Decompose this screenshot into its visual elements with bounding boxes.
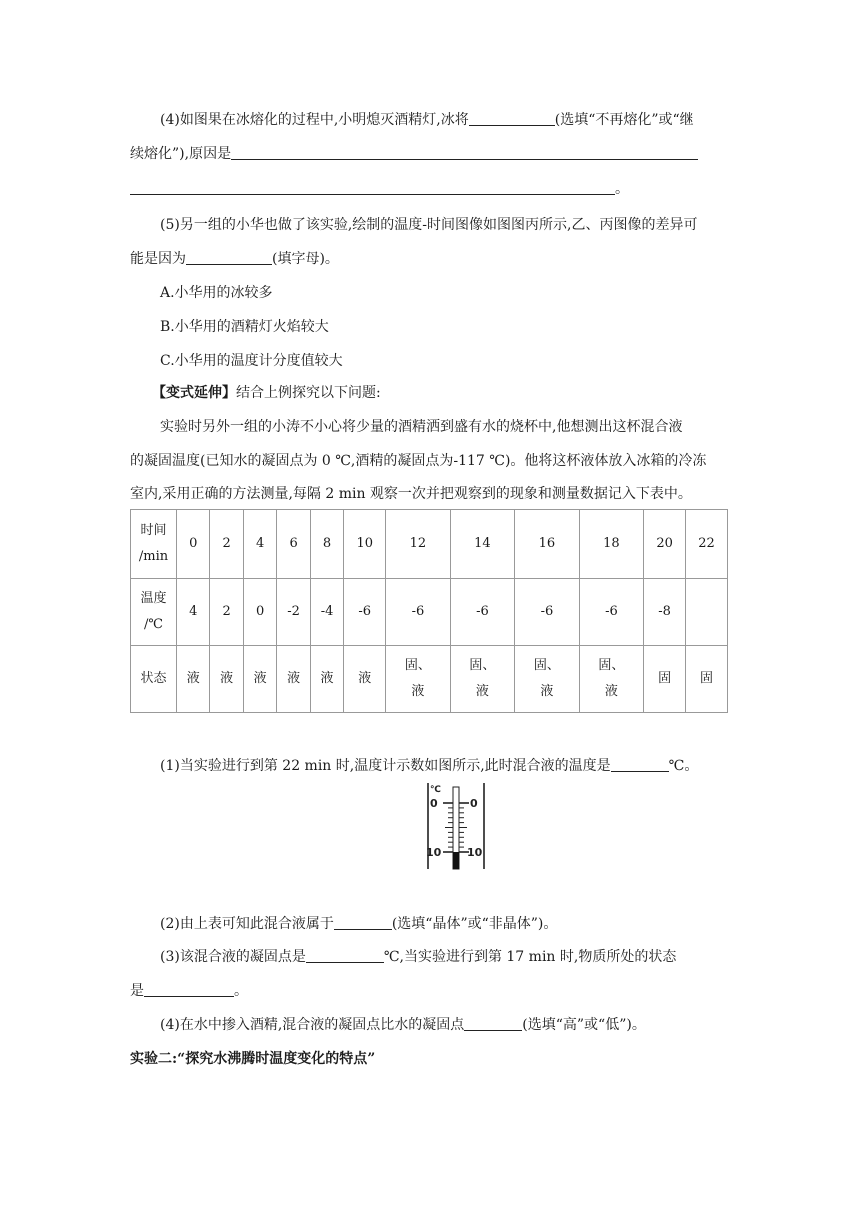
temp-cell-empty[interactable] <box>686 579 728 646</box>
table-row-state <box>131 646 728 713</box>
temp-cell: -2 <box>277 579 310 646</box>
table-row-temp <box>131 579 728 646</box>
sub4-blank[interactable] <box>464 1014 522 1031</box>
q4-blank-1[interactable] <box>469 109 555 126</box>
temp-cell: -6 <box>450 579 515 646</box>
q4-line-1 <box>130 103 730 137</box>
sub2-line <box>130 907 730 941</box>
thermometer-figure <box>424 779 514 871</box>
temp-cell: -6 <box>386 579 451 646</box>
thermometer-label-0-left: 0 <box>430 797 438 810</box>
data-table <box>130 509 728 713</box>
time-header: 时间 /min <box>131 510 177 579</box>
time-cell: 12 <box>386 510 451 579</box>
temp-cell: 0 <box>243 579 276 646</box>
state-cell: 固、 液 <box>515 646 580 713</box>
sub1-text-b: ℃。 <box>668 758 699 774</box>
q5-line-2 <box>130 242 730 276</box>
sub3-text-b: ℃,当实验进行到第 17 min 时,物质所处的状态 <box>383 949 677 965</box>
temp-cell: -6 <box>515 579 580 646</box>
q4-text-c: 续熔化”),原因是 <box>130 146 232 162</box>
table-row-time <box>131 510 728 579</box>
state-cell: 液 <box>243 646 276 713</box>
temp-cell: -4 <box>310 579 343 646</box>
temp-cell: 2 <box>210 579 243 646</box>
extension-heading <box>130 376 752 410</box>
time-cell: 8 <box>310 510 343 579</box>
sub2-text-a: (2)由上表可知此混合液属于 <box>160 916 334 932</box>
sub2-blank[interactable] <box>334 913 392 930</box>
extension-para-1: 实验时另外一组的小涛不小心将少量的酒精洒到盛有水的烧杯中,他想测出这杯混合液 <box>160 419 683 435</box>
state-cell: 液 <box>210 646 243 713</box>
temp-cell: -6 <box>344 579 386 646</box>
temp-cell: 4 <box>177 579 210 646</box>
extension-tag: 【变式延伸】 <box>152 385 236 401</box>
temp-cell: -8 <box>644 579 686 646</box>
sub1-line <box>130 749 730 783</box>
temp-cell: -6 <box>579 579 644 646</box>
q5-blank[interactable] <box>186 248 272 265</box>
thermometer-unit: ℃ <box>430 785 441 795</box>
time-cell: 4 <box>243 510 276 579</box>
sub4-line <box>130 1008 730 1042</box>
time-cell: 22 <box>686 510 728 579</box>
experiment-2-title: 实验二:“探究水沸腾时温度变化的特点” <box>130 1051 376 1067</box>
state-cell: 液 <box>344 646 386 713</box>
state-cell: 液 <box>177 646 210 713</box>
sub1-text-a: (1)当实验进行到第 22 min 时,温度计示数如图所示,此时混合液的温度是 <box>160 758 611 774</box>
time-cell: 16 <box>515 510 580 579</box>
q4-period: 。 <box>615 181 629 197</box>
state-header: 状态 <box>131 646 177 713</box>
q4-line-2 <box>130 137 730 171</box>
time-cell: 18 <box>579 510 644 579</box>
state-cell: 固、 液 <box>579 646 644 713</box>
q4-text-b: (选填“不再熔化”或“继 <box>554 112 694 128</box>
thermometer-liquid <box>453 852 459 869</box>
sub3-line-1 <box>130 940 730 974</box>
thermometer-label-10-right: 10 <box>467 846 483 859</box>
time-cell: 6 <box>277 510 310 579</box>
q5-option-c: C.小华用的温度计分度值较大 <box>160 353 343 369</box>
extension-para-3: 室内,采用正确的方法测量,每隔 2 min 观察一次并把观察到的现象和测量数据记入下表中。 <box>130 486 692 502</box>
time-cell: 2 <box>210 510 243 579</box>
time-cell: 20 <box>644 510 686 579</box>
state-cell: 液 <box>277 646 310 713</box>
thermometer-label-10-left: 10 <box>426 846 442 859</box>
q5-line-1: (5)另一组的小华也做了该实验,绘制的温度-时间图像如图图丙所示,乙、丙图像的差异可 <box>160 217 698 233</box>
thermometer-label-0-right: 0 <box>470 797 478 810</box>
sub4-text-b: (选填“高”或“低”)。 <box>522 1017 646 1033</box>
sub3-blank-1[interactable] <box>306 946 384 963</box>
q5-option-b: B.小华用的酒精灯火焰较大 <box>160 319 329 335</box>
state-cell: 固、 液 <box>386 646 451 713</box>
sub3-text-a: (3)该混合液的凝固点是 <box>160 949 306 965</box>
extension-para-2: 的凝固温度(已知水的凝固点为 0 ℃,酒精的凝固点为-117 ℃)。他将这杯液体放入冰箱的冷冻 <box>130 453 707 469</box>
q5-text-a: 能是因为 <box>130 251 186 267</box>
q5-text-b: (填字母)。 <box>272 251 339 267</box>
q4-blank-2[interactable] <box>231 143 698 160</box>
q4-line-3 <box>130 172 730 206</box>
sub4-text-a: (4)在水中掺入酒精,混合液的凝固点比水的凝固点 <box>160 1017 465 1033</box>
sub2-text-b: (选填“晶体”或“非晶体”)。 <box>391 916 558 932</box>
q4-text-a: (4)如图果在冰熔化的过程中,小明熄灭酒精灯,冰将 <box>160 112 469 128</box>
q5-option-a: A.小华用的冰较多 <box>160 285 273 301</box>
temp-header: 温度 /℃ <box>131 579 177 646</box>
state-cell: 固 <box>644 646 686 713</box>
extension-tail: 结合上例探究以下问题: <box>236 385 381 401</box>
state-cell: 液 <box>310 646 343 713</box>
sub3-line-2 <box>130 974 730 1008</box>
state-cell: 固 <box>686 646 728 713</box>
time-cell: 0 <box>177 510 210 579</box>
sub3-text-d: 。 <box>234 983 248 999</box>
sub3-blank-2[interactable] <box>144 980 234 997</box>
q4-blank-3[interactable] <box>130 178 615 195</box>
sub3-text-c: 是 <box>130 983 144 999</box>
state-cell: 固、 液 <box>450 646 515 713</box>
sub1-blank[interactable] <box>611 755 669 772</box>
time-cell: 10 <box>344 510 386 579</box>
time-cell: 14 <box>450 510 515 579</box>
